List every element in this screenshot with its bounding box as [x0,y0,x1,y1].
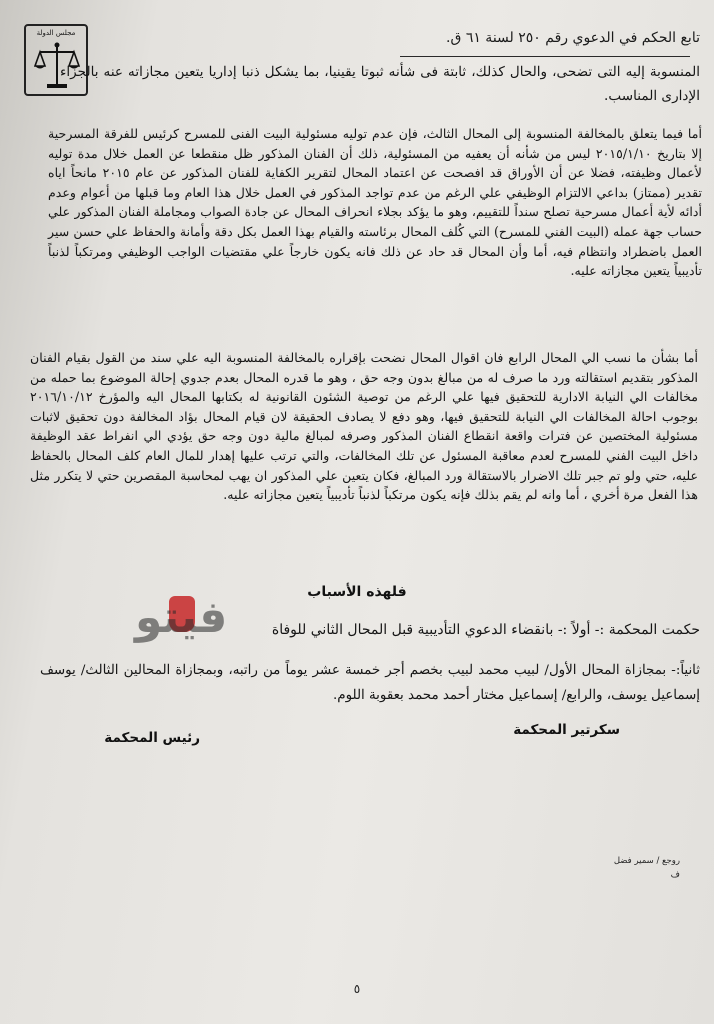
ruling-second: ثانياً:- بمجازاة المحال الأول/ لبيب محمد لبيب بخصم أجر خمسة عشر يوماً من راتبه، وبمجازاة المحالين الثالث/ يوسف إسماعيل يوسف، والرابع/ إسماعيل مختار أحمد محمد بعقوبة اللوم. [40,663,700,703]
paragraph-1: المنسوبة إليه التى تضحى، والحال كذلك، ثابتة فى شأنه ثبوتا يقينيا، بما يشكل ذنبا إداريا يتعين مجازاته عنه بالجزاء الإدارى المناسب. [60,64,700,104]
secretary-signature-label: سكرتير المحكمة [513,722,620,738]
reviewer-note: روجع / سمير فضل [613,856,680,866]
page-header: تابع الحكم في الدعوي رقم ٢٥٠ لسنة ٦١ ق. [446,30,700,46]
reasons-heading: فلهذه الأسباب [307,584,407,600]
initial-note: ف [670,870,680,880]
president-signature-label: رئيس المحكمة [104,730,200,746]
paragraph-2: أما فيما يتعلق بالمخالفة المنسوبة إلى المحال الثالث، فإن عدم توليه مسئولية البيت الفنى للمسرح كرئيس للفرقة المسرحية إلا بتاريخ ٢٠١٥/١/١٠ ليس من شأنه أن يعفيه من المسئولية، ذلك أن الفنان المذكور ظل منقطعا عن العمل خلال مدة توليه لأعمال وظيفته، فضلا عن أن الأوراق قد افصحت عن اعتماد المحال لتقرير الكفاية للفنان المذكور عن عام ٢٠١٥ مانحاً اياه تقدير (ممتاز) بداعي الالتزام الوظيفي علي الرغم من عدم تواجد المذكور في العمل خلال هذا العام وما قبلها من أعوام وعدم أدائه لأية أعمال مسرحية تصلح سنداً للتقييم، وهو ما يؤكد بجلاء انحراف المحال عن جادة الصواب ومجاملة الفنان المذكور علي حساب جهة عمله (البيت الفني للمسرح) التي كُلف المحال برئاسته والقيام بهذا العمل بكل دقة وأمانة والحفاظ علي حسن سير العمل باضطراد وانتظام فيه، أما وأن المحال قد حاد عن ذلك فانه يكون خارجاً علي مقتضيات الواجب الوظيفي ومرتكباً لذنباً تأديبياً يتعين مجازاته عليه. [48,126,702,279]
ruling-first: حكمت المحكمة :- أولاً :- بانقضاء الدعوي التأديبية قبل المحال الثاني للوفاة [271,622,700,638]
paragraph-3: أما بشأن ما نسب الي المحال الرابع فان اقوال المحال نضحت بإقراره بالمخالفة المنسوبة اليه علي سند من القول بقيام الفنان المذكور بتقديم استقالته ورد ما صرف له من مبالغ بدون وجه حق ، وهو ما قدره المحال بعدم جدوي إحالة الموضوع بما حمله من مخالفات الي النيابة الادارية للتحقيق فيها علي الرغم من توصية الشئون القانونية له بكتابها المحال اليه والمؤرخ ٢٠١٦/١٠/١٢ بوجوب احالة المخالفات الي النيابة للتحقيق فيها، وهو دفع لا يصادف الحقيقة لان قيام المحال بؤاد المخالفة دون تحقيق لاثبات مسئولية المختصين عن فترات واقعة انقطاع الفنان المذكور وصرفه لمبالغ مالية دون وجه حق يؤدي الي انفراط عقد الوظيفة داخل البيت الفني للمسرح لعدم معاقبة المسئول عن تلك المخالفات، والتي ترتب عليها إهدار للمال العام كلف المحال بالحفاظ عليه، حتي ولو تم جبر تلك الاضرار بالاستقالة ورد المبالغ، فكان يتعين علي المذكور ان يهب لمحاسبة المقصرين حتي لا يتكرر مثل هذا الفعل مرة أخري ، أما وانه لم يقم بذلك فإنه يكون مرتكباً لذنباً تأديبياً يتعين مجازاته عليه. [30,350,698,503]
watermark-text: فيتو [135,592,228,643]
page-number: ٥ [353,982,361,996]
header-underline [400,56,690,57]
logo-caption: مجلس الدولة [36,29,76,37]
